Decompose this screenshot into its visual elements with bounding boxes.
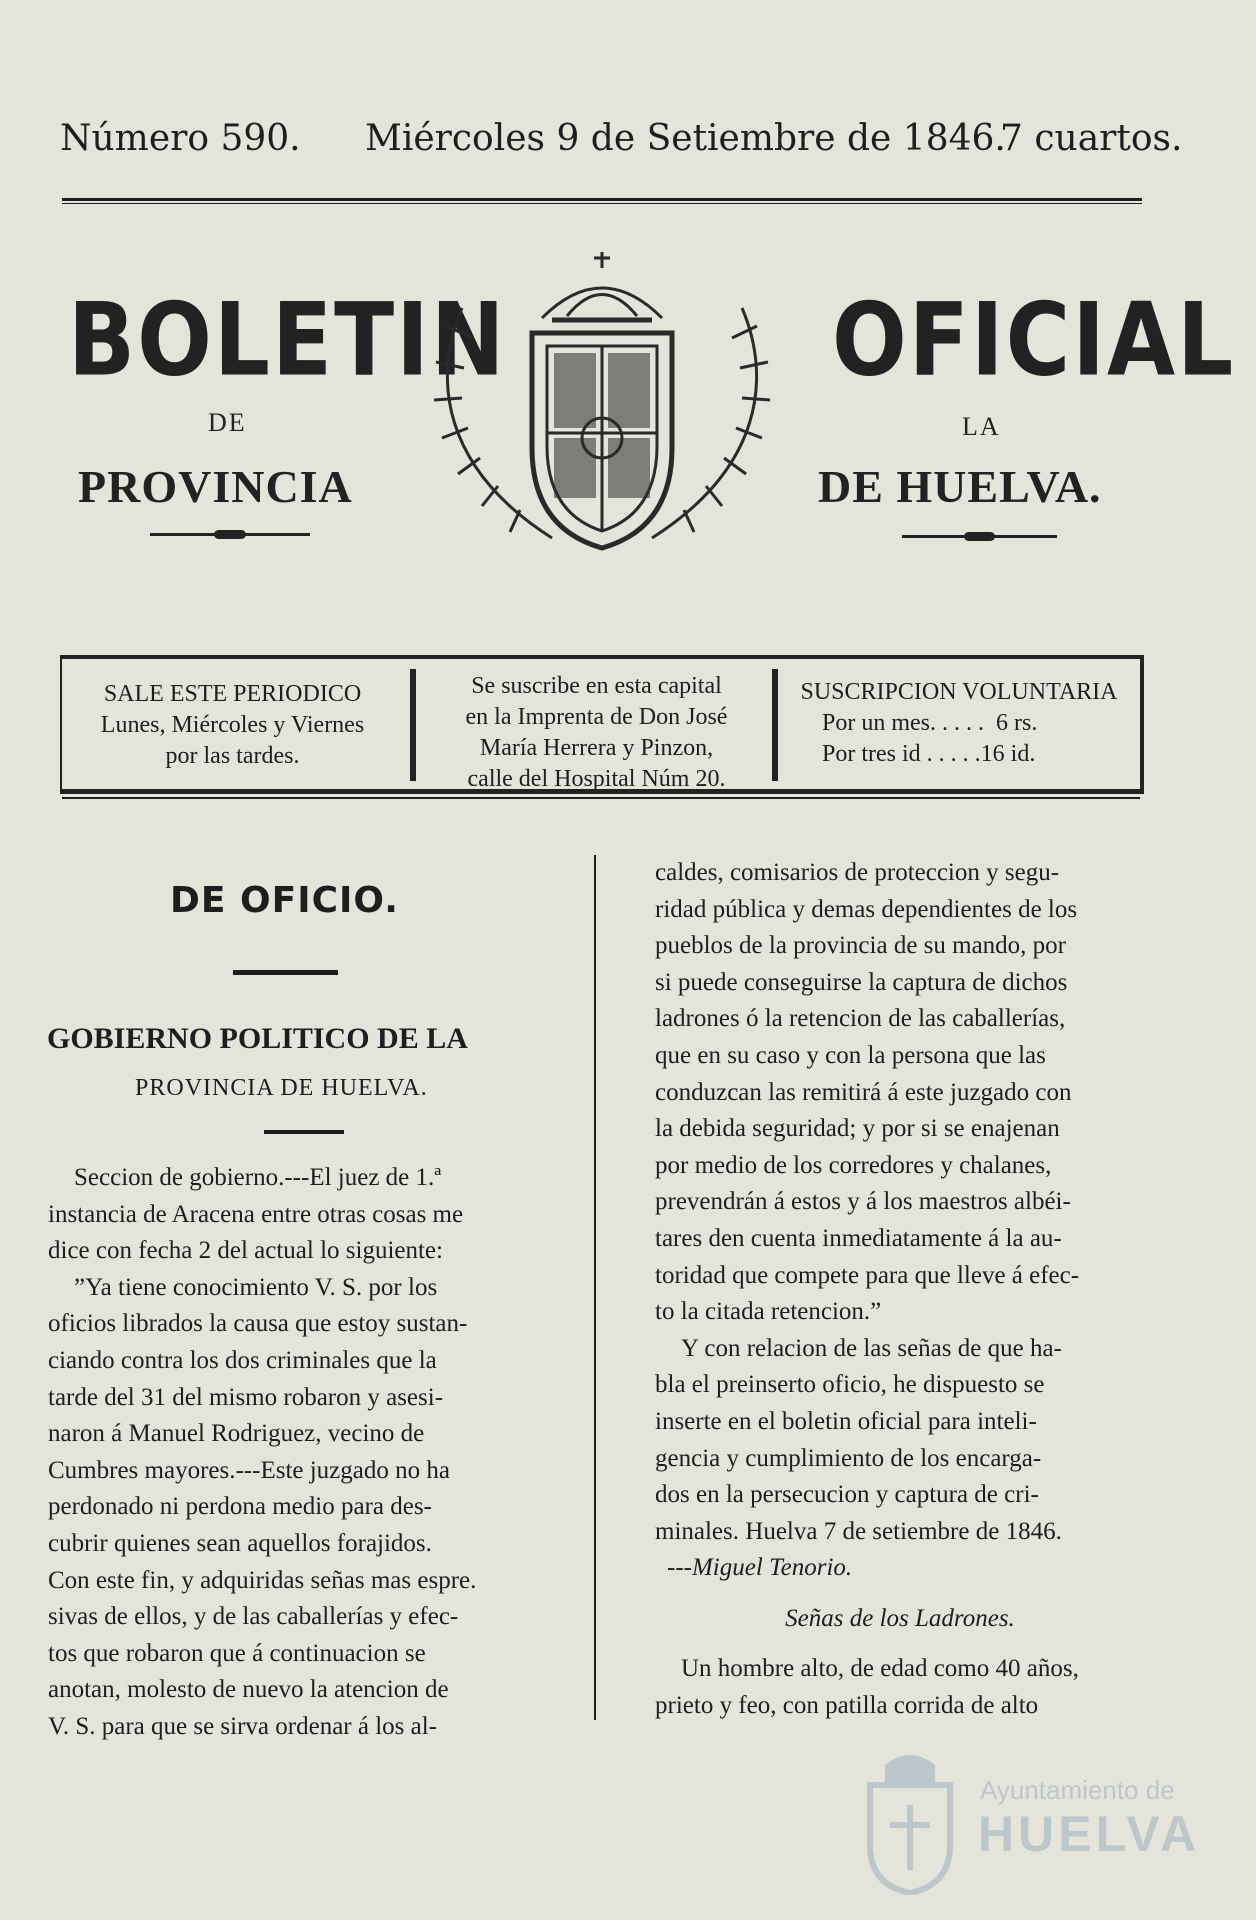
text-line: tares den cuenta inmediatamente á la au- xyxy=(655,1224,1062,1252)
text-line: perdonado ni perdona medio para des- xyxy=(48,1493,432,1521)
text-line: ladrones ó la retencion de las caballerías, xyxy=(655,1005,1066,1033)
text-line: to la citada retencion.” xyxy=(655,1298,882,1326)
senas-title: Señas de los Ladrones. xyxy=(785,1604,1015,1632)
schedule-line-3: por las tardes. xyxy=(165,743,300,769)
location-line-3: María Herrera y Pinzon, xyxy=(479,735,714,761)
ornament-dash-left xyxy=(150,533,310,536)
box-bottom-rule xyxy=(62,797,1140,799)
text-line: pueblos de la provincia de su mando, por xyxy=(655,932,1067,960)
text-line: V. S. para que se sirva ordenar á los al- xyxy=(48,1712,438,1740)
location-line-4: calle del Hospital Núm 20. xyxy=(467,766,726,792)
issue-header xyxy=(60,118,1183,178)
prices-title: SUSCRIPCION VOLUNTARIA xyxy=(800,679,1118,705)
masthead-de-huelva: DE HUELVA. xyxy=(818,461,1102,512)
right-column-text xyxy=(655,855,1145,1725)
subscription-prices xyxy=(784,677,1134,770)
section-rule xyxy=(233,970,338,975)
text-line: Y con relacion de las señas de que ha- xyxy=(681,1334,1062,1362)
text-line: ”Ya tiene conocimiento V. S. por los xyxy=(74,1273,438,1301)
text-line: prieto y feo, con patilla corrida de alto xyxy=(655,1692,1039,1720)
text-line: minales. Huelva 7 de setiembre de 1846. xyxy=(655,1517,1062,1545)
column-divider xyxy=(594,855,596,1720)
text-line: toridad que compete para que lleve á efec- xyxy=(655,1261,1080,1289)
box-divider-1 xyxy=(410,669,416,781)
text-line: gencia y cumplimiento de los encarga- xyxy=(655,1444,1042,1472)
text-line: tarde del 31 del mismo robaron y asesi- xyxy=(48,1383,444,1411)
issue-price: 7 cuartos. xyxy=(1000,118,1183,159)
subscription-box xyxy=(60,655,1144,794)
text-line: prevendrán á estos y á los maestros albéi- xyxy=(655,1188,1071,1216)
text-line: la debida seguridad; y por si se enajenan xyxy=(655,1115,1060,1143)
text-line: sivas de ellos, y de las caballerías y efec- xyxy=(48,1603,459,1631)
location-line-1: Se suscribe en esta capital xyxy=(471,673,722,699)
subscription-location xyxy=(424,671,769,795)
text-line: Seccion de gobierno.---El juez de 1.ª xyxy=(74,1164,442,1191)
price-row-month: Por un mes. . . . . 6 rs. xyxy=(822,710,1038,736)
text-line: oficios librados la causa que estoy sustan- xyxy=(48,1310,468,1338)
publication-schedule xyxy=(70,679,395,772)
text-line: conduzcan las remitirá á este juzgado con xyxy=(655,1078,1072,1106)
schedule-line-2: Lunes, Miércoles y Viernes xyxy=(100,712,365,738)
text-line: si puede conseguirse la captura de dichos xyxy=(655,968,1068,996)
text-line: dice con fecha 2 del actual lo siguiente: xyxy=(48,1237,443,1265)
watermark-line-2: HUELVA xyxy=(978,1806,1201,1862)
signature: ---Miguel Tenorio. xyxy=(667,1554,853,1582)
watermark-line-1: Ayuntamiento de xyxy=(980,1775,1175,1805)
text-line: instancia de Aracena entre otras cosas me xyxy=(48,1200,464,1228)
text-line: ciando contra los dos criminales que la xyxy=(48,1346,437,1374)
text-line: bla el preinserto oficio, he dispuesto se xyxy=(655,1371,1045,1399)
text-line: naron á Manuel Rodriguez, vecino de xyxy=(48,1420,425,1448)
text-line: Cumbres mayores.---Este juzgado no ha xyxy=(48,1456,450,1484)
issue-number: Número 590. xyxy=(60,118,301,159)
text-line: por medio de los corredores y chalanes, xyxy=(655,1151,1052,1179)
text-line: Con este fin, y adquiridas señas mas espre. xyxy=(48,1566,477,1594)
price-row-quarter: Por tres id . . . . .16 id. xyxy=(822,741,1036,767)
text-line: dos en la persecucion y captura de cri- xyxy=(655,1481,1039,1509)
masthead-boletin: BOLETIN xyxy=(68,280,507,399)
text-line: ridad pública y demas dependientes de los xyxy=(655,895,1078,923)
left-column-text xyxy=(48,1160,538,1746)
text-line: anotan, molesto de nuevo la atencion de xyxy=(48,1676,449,1704)
masthead-provincia: PROVINCIA xyxy=(78,461,353,512)
header-rule xyxy=(62,198,1142,201)
header-rule-thin xyxy=(62,203,1142,204)
text-line: que en su caso y con la persona que las xyxy=(655,1041,1046,1069)
masthead-de: DE xyxy=(208,408,247,437)
ornament-dash-right xyxy=(902,535,1057,538)
text-line: Un hombre alto, de edad como 40 años, xyxy=(681,1655,1079,1683)
issue-date: Miércoles 9 de Setiembre de 1846. xyxy=(365,118,1006,159)
article-title: GOBIERNO POLITICO DE LA xyxy=(47,1022,468,1055)
masthead-la: LA xyxy=(962,412,1001,441)
article-rule xyxy=(264,1130,344,1134)
section-title: DE OFICIO. xyxy=(170,880,399,921)
article-subtitle: PROVINCIA DE HUELVA. xyxy=(135,1075,428,1101)
text-line: caldes, comisarios de proteccion y segu- xyxy=(655,859,1060,886)
schedule-line-1: SALE ESTE PERIODICO xyxy=(103,681,362,707)
coat-of-arms-icon xyxy=(402,238,802,568)
archive-watermark xyxy=(850,1745,1201,1895)
text-line: cubrir quienes sean aquellos forajidos. xyxy=(48,1529,432,1557)
box-divider-2 xyxy=(772,669,778,781)
location-line-2: en la Imprenta de Don José xyxy=(465,704,728,730)
city-shield-icon xyxy=(850,1745,970,1895)
masthead-oficial: OFICIAL xyxy=(832,280,1236,399)
text-line: tos que robaron que á continuacion se xyxy=(48,1639,426,1667)
text-line: inserte en el boletin oficial para inteli- xyxy=(655,1407,1037,1435)
